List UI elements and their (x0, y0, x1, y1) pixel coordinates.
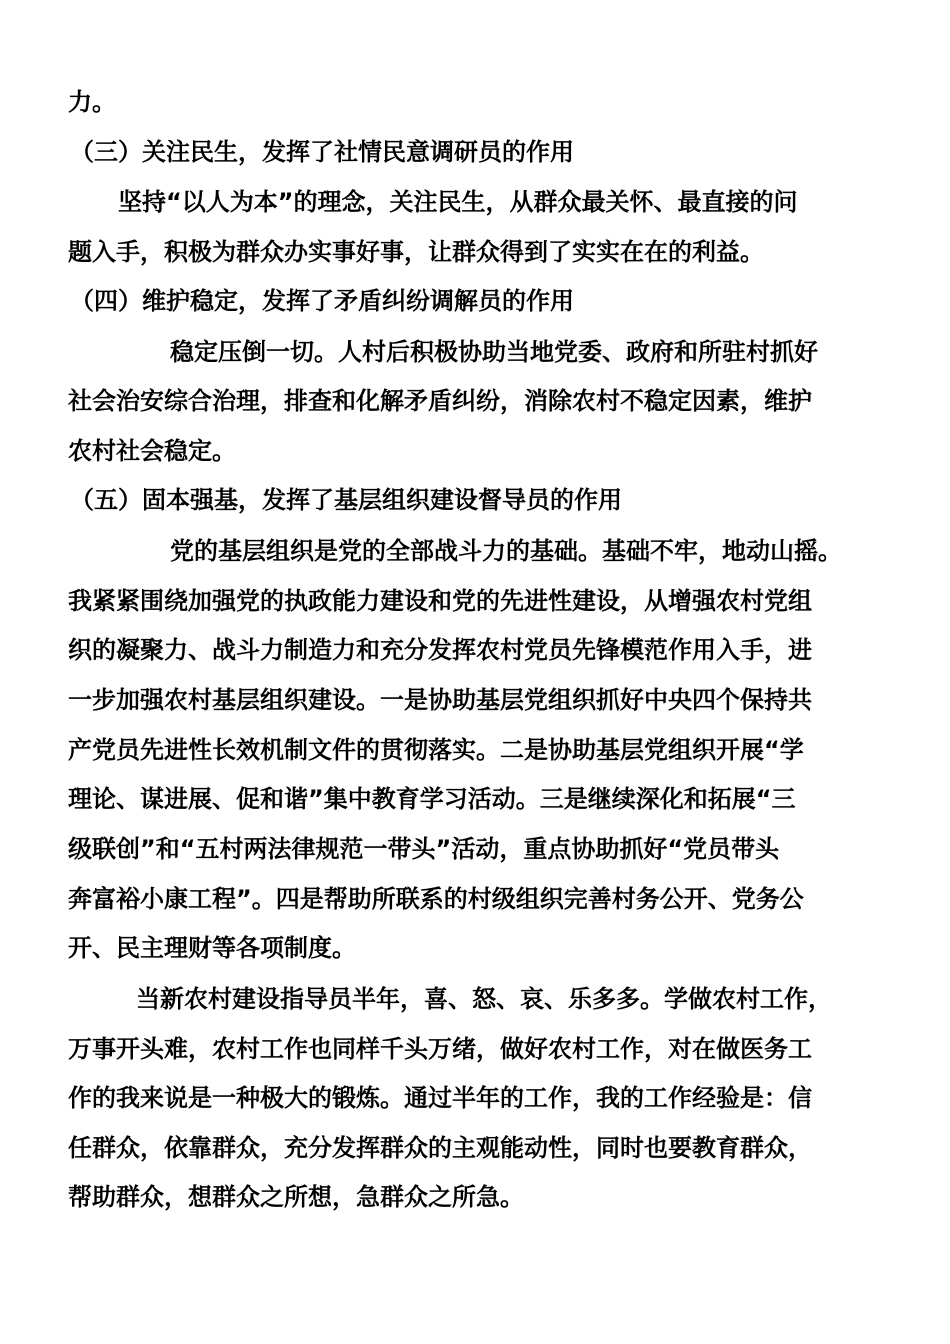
paragraph-line: 一步加强农村基层组织建设。一是协助基层党组织抓好中央四个保持共 (68, 686, 812, 714)
paragraph-line: 稳定压倒一切。人村后积极协助当地党委、政府和所驻村抓好 (170, 338, 818, 366)
paragraph-line: 产党员先进性长效机制文件的贯彻落实。二是协助基层党组织开展“学 (68, 736, 804, 764)
paragraph-line: 党的基层组织是党的全部战斗力的基础。基础不牢，地动山摇。 (170, 537, 842, 565)
paragraph-line: 当新农村建设指导员半年，喜、怒、哀、乐多多。学做农村工作， (136, 985, 832, 1013)
paragraph-line: 力。 (68, 88, 116, 116)
paragraph-line: 坚持“以人为本”的理念，关注民生，从群众最关怀、最直接的问 (118, 188, 798, 216)
section-heading-3: （三）关注民生，发挥了社情民意调研员的作用 (70, 138, 574, 166)
paragraph-line: 万事开头难，农村工作也同样千头万绪，做好农村工作，对在做医务工 (68, 1035, 812, 1063)
paragraph-line: 奔富裕小康工程”。四是帮助所联系的村级组织完善村务公开、党务公 (68, 885, 804, 913)
paragraph-line: 任群众，依靠群众，充分发挥群众的主观能动性，同时也要教育群众， (68, 1134, 812, 1162)
paragraph-line: 农村社会稳定。 (68, 437, 236, 465)
section-heading-4: （四）维护稳定，发挥了矛盾纠纷调解员的作用 (70, 287, 574, 315)
paragraph-line: 作的我来说是一种极大的锻炼。通过半年的工作，我的工作经验是：信 (68, 1084, 812, 1112)
section-heading-5: （五）固本强基，发挥了基层组织建设督导员的作用 (70, 486, 622, 514)
paragraph-line: 开、民主理财等各项制度。 (68, 934, 356, 962)
paragraph-line: 题入手，积极为群众办实事好事，让群众得到了实实在在的利益。 (68, 238, 764, 266)
paragraph-line: 织的凝聚力、战斗力制造力和充分发挥农村党员先锋模范作用入手，进 (68, 636, 812, 664)
paragraph-line: 理论、谋进展、促和谐”集中教育学习活动。三是继续深化和拓展“三 (68, 785, 796, 813)
paragraph-line: 我紧紧围绕加强党的执政能力建设和党的先进性建设，从增强农村党组 (68, 587, 812, 615)
paragraph-line: 级联创”和“五村两法律规范一带头”活动，重点协助抓好“党员带头 (68, 835, 780, 863)
paragraph-line: 帮助群众，想群众之所想，急群众之所急。 (68, 1183, 524, 1211)
paragraph-line: 社会治安综合治理，排查和化解矛盾纠纷，消除农村不稳定因素，维护 (68, 387, 812, 415)
